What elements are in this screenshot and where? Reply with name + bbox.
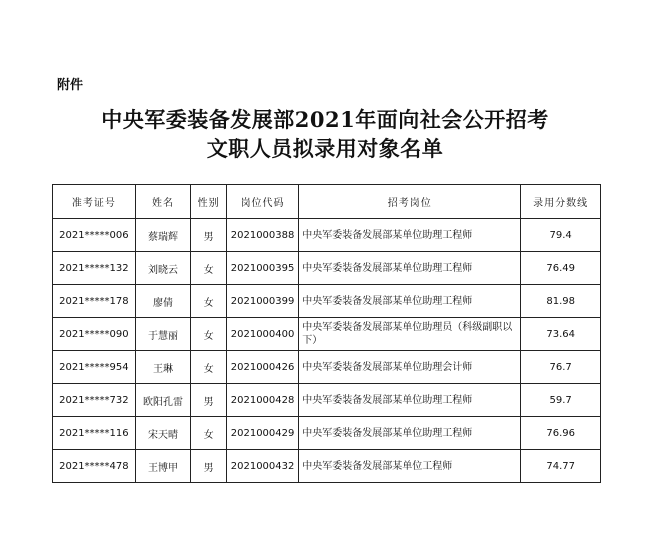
cell-gender: 女 [191,252,227,285]
cell-score: 81.98 [521,285,601,318]
cell-post: 中央军委装备发展部某单位助理工程师 [299,252,521,285]
cell-exam-number: 2021*****178 [53,285,136,318]
cell-name: 宋天晴 [135,417,191,450]
table-row [53,417,601,450]
cell-gender: 女 [191,285,227,318]
table-row [53,285,601,318]
cell-exam-number: 2021*****006 [53,219,136,252]
cell-post-code: 2021000429 [226,417,298,450]
cell-exam-number: 2021*****732 [53,384,136,417]
cell-gender: 女 [191,351,227,384]
cell-post-code: 2021000428 [226,384,298,417]
cell-name: 于慧丽 [135,318,191,351]
cell-name: 刘晓云 [135,252,191,285]
column-header-gender: 性别 [191,185,227,219]
cell-score: 76.7 [521,351,601,384]
cell-gender: 男 [191,384,227,417]
table-row [53,219,601,252]
table-row [53,384,601,417]
column-header-post: 招考岗位 [299,185,521,219]
cell-post: 中央军委装备发展部某单位助理会计师 [299,351,521,384]
cell-name: 廖倩 [135,285,191,318]
cell-name: 王琳 [135,351,191,384]
cell-exam-number: 2021*****090 [53,318,136,351]
cell-post-code: 2021000388 [226,219,298,252]
cell-score: 76.96 [521,417,601,450]
column-header-exam-number: 准考证号 [53,185,136,219]
cell-exam-number: 2021*****478 [53,450,136,483]
cell-score: 59.7 [521,384,601,417]
cell-exam-number: 2021*****954 [53,351,136,384]
candidate-table [52,184,601,483]
cell-post-code: 2021000395 [226,252,298,285]
cell-post-code: 2021000399 [226,285,298,318]
cell-post: 中央军委装备发展部某单位助理工程师 [299,384,521,417]
cell-name: 欧阳孔雷 [135,384,191,417]
table-row [53,450,601,483]
document-title-line-1: 中央军委装备发展部2021年面向社会公开招考 [101,107,549,132]
cell-gender: 女 [191,417,227,450]
cell-post: 中央军委装备发展部某单位助理员（科级副职以下） [299,318,521,351]
table-header-row [53,185,601,219]
column-header-name: 姓名 [135,185,191,219]
column-header-post-code: 岗位代码 [226,185,298,219]
cell-score: 79.4 [521,219,601,252]
cell-post-code: 2021000426 [226,351,298,384]
attachment-label: 附件 [57,78,84,93]
cell-score: 73.64 [521,318,601,351]
cell-gender: 男 [191,219,227,252]
cell-post-code: 2021000432 [226,450,298,483]
cell-score: 74.77 [521,450,601,483]
document-title-line-2: 文职人员拟录用对象名单 [206,136,444,161]
cell-post: 中央军委装备发展部某单位工程师 [299,450,521,483]
table-row [53,318,601,351]
cell-post: 中央军委装备发展部某单位助理工程师 [299,417,521,450]
cell-gender: 女 [191,318,227,351]
table-row [53,252,601,285]
cell-score: 76.49 [521,252,601,285]
cell-gender: 男 [191,450,227,483]
cell-post-code: 2021000400 [226,318,298,351]
table-row [53,351,601,384]
cell-exam-number: 2021*****132 [53,252,136,285]
cell-post: 中央军委装备发展部某单位助理工程师 [299,219,521,252]
cell-name: 王博甲 [135,450,191,483]
cell-name: 蔡瑞辉 [135,219,191,252]
cell-post: 中央军委装备发展部某单位助理工程师 [299,285,521,318]
column-header-score: 录用分数线 [521,185,601,219]
cell-exam-number: 2021*****116 [53,417,136,450]
